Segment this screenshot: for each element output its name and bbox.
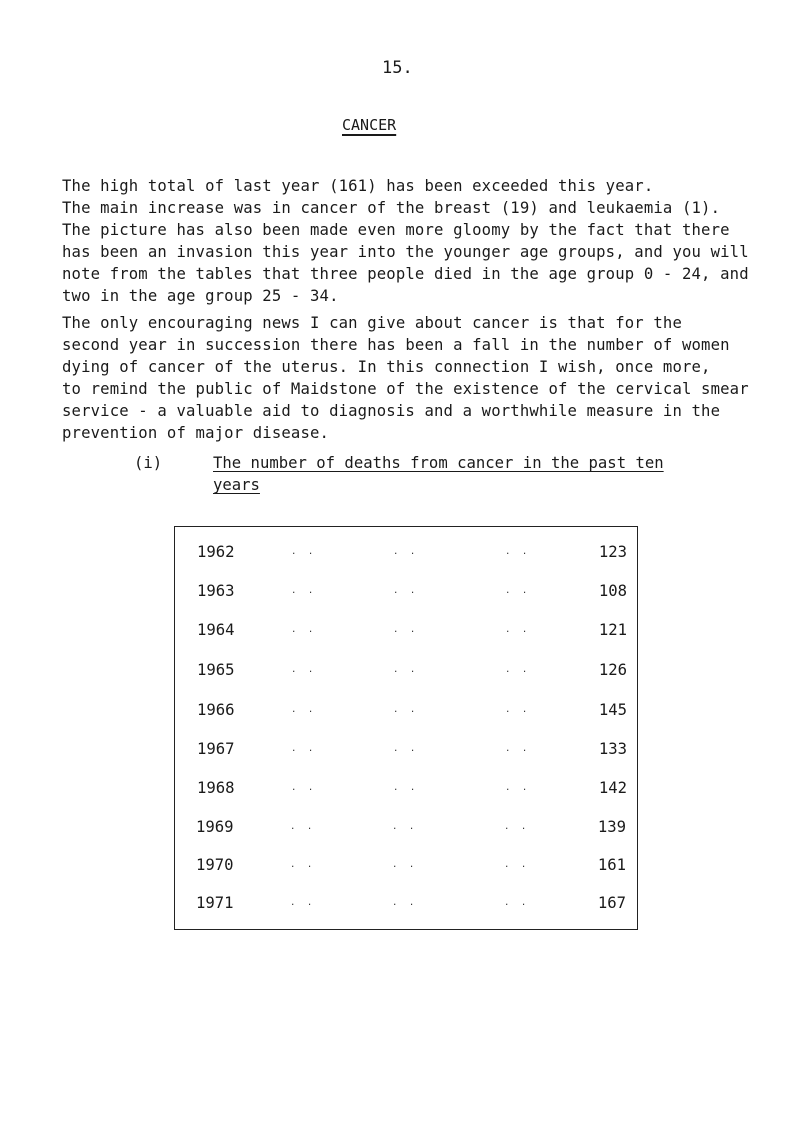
- count-cell: 142: [598, 779, 627, 797]
- leader-dots: . .: [291, 625, 317, 635]
- paragraph-1: The high total of last year (161) has been exceeded this year. The main increase was in cancer of the breast (19) and leukaemia (1). The picture has also been made even more gloomy by the fact that there has been an invasion this year into the younger age groups, and you will note from the tables that three people died in the age group 0 - 24, and two in the age group 25 - 34.: [62, 177, 749, 305]
- count-cell: 108: [598, 582, 627, 600]
- count-cell: 145: [598, 701, 627, 719]
- year-cell: 1971: [196, 894, 234, 912]
- year-cell: 1969: [196, 818, 234, 836]
- count-cell: 133: [598, 740, 627, 758]
- table-row: [196, 894, 626, 918]
- count-cell: 121: [598, 621, 627, 639]
- leader-dots: . .: [290, 822, 316, 832]
- leader-dots: . .: [505, 783, 531, 793]
- count-cell: 126: [598, 661, 627, 679]
- leader-dots: . .: [393, 547, 419, 557]
- leader-dots: . .: [392, 822, 418, 832]
- leader-dots: . .: [393, 705, 419, 715]
- year-cell: 1967: [197, 740, 235, 758]
- page-number: 15.: [382, 58, 413, 78]
- subsection-label: (i): [134, 454, 163, 472]
- leader-dots: . .: [504, 898, 530, 908]
- leader-dots: . .: [505, 586, 531, 596]
- leader-dots: . .: [291, 705, 317, 715]
- leader-dots: . .: [505, 625, 531, 635]
- leader-dots: . .: [392, 898, 418, 908]
- year-cell: 1968: [197, 779, 235, 797]
- year-cell: 1966: [197, 701, 235, 719]
- leader-dots: . .: [290, 860, 316, 870]
- year-cell: 1970: [196, 856, 234, 874]
- count-cell: 123: [598, 543, 627, 561]
- count-cell: 167: [597, 894, 626, 912]
- leader-dots: . .: [393, 783, 419, 793]
- year-cell: 1965: [197, 661, 235, 679]
- year-cell: 1964: [197, 621, 235, 639]
- leader-dots: . .: [291, 586, 317, 596]
- year-cell: 1963: [197, 582, 235, 600]
- leader-dots: . .: [504, 822, 530, 832]
- leader-dots: . .: [291, 783, 317, 793]
- leader-dots: . .: [505, 705, 531, 715]
- leader-dots: . .: [290, 898, 316, 908]
- leader-dots: . .: [291, 744, 317, 754]
- leader-dots: . .: [291, 547, 317, 557]
- leader-dots: . .: [504, 860, 530, 870]
- leader-dots: . .: [505, 744, 531, 754]
- leader-dots: . .: [505, 665, 531, 675]
- count-cell: 139: [597, 818, 626, 836]
- leader-dots: . .: [392, 860, 418, 870]
- subsection-title: The number of deaths from cancer in the past ten years: [213, 454, 664, 494]
- section-heading: CANCER: [342, 116, 397, 134]
- leader-dots: . .: [393, 665, 419, 675]
- count-cell: 161: [597, 856, 626, 874]
- year-cell: 1962: [197, 543, 235, 561]
- paragraph-2: The only encouraging news I can give about cancer is that for the second year in succession there has been a fall in the number of women dying of cancer of the uterus. In this connection I wish, once more, to remind the public of Maidstone of the existence of the cervical smear service - a valuable aid to diagnosis and a worthwhile measure in the prevention of major disease.: [62, 314, 749, 442]
- leader-dots: . .: [393, 586, 419, 596]
- leader-dots: . .: [291, 665, 317, 675]
- table-row: [196, 856, 626, 880]
- leader-dots: . .: [393, 744, 419, 754]
- leader-dots: . .: [393, 625, 419, 635]
- leader-dots: . .: [505, 547, 531, 557]
